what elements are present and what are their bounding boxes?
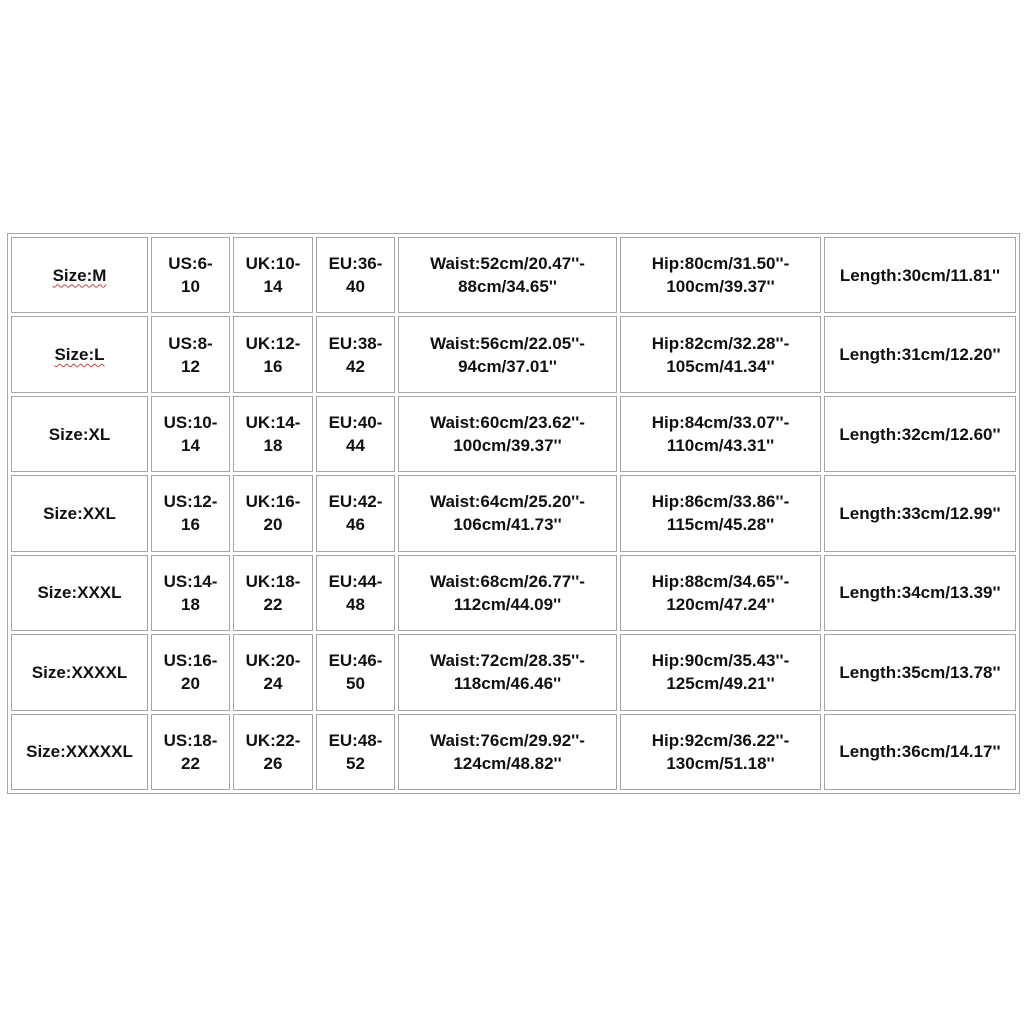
waist-line: 88cm/34.65'' — [458, 277, 557, 297]
waist-cell — [398, 396, 617, 472]
waist-line: Waist:68cm/26.77''- — [430, 571, 585, 591]
eu-size-cell — [316, 555, 395, 631]
size-row — [11, 237, 1016, 313]
hip-line: Hip:80cm/31.50''- — [651, 254, 790, 274]
size-row — [11, 396, 1016, 472]
us-size-cell — [151, 475, 230, 551]
hip-line: Hip:84cm/33.07''- — [651, 413, 790, 433]
length-cell — [824, 316, 1016, 392]
uk-size-cell — [233, 475, 313, 551]
size-cell — [11, 634, 148, 710]
uk-size-line: UK:22- — [245, 730, 301, 750]
size-cell — [11, 316, 148, 392]
length-value: Length:30cm/11.81'' — [839, 265, 1001, 285]
us-size-line: 22 — [181, 753, 200, 773]
uk-size-line: 26 — [263, 753, 283, 773]
waist-cell — [398, 555, 617, 631]
eu-size-line: 46 — [346, 515, 365, 535]
us-size-line: 20 — [181, 674, 200, 694]
waist-cell — [398, 634, 617, 710]
waist-line: 118cm/46.46'' — [453, 674, 562, 694]
eu-size-cell — [316, 714, 395, 790]
hip-line: Hip:92cm/36.22''- — [651, 730, 790, 750]
waist-cell — [398, 237, 617, 313]
length-value: Length:34cm/13.39'' — [839, 583, 1001, 603]
size-row — [11, 714, 1016, 790]
length-cell — [824, 555, 1016, 631]
uk-size-line: 16 — [263, 356, 283, 376]
uk-size-line: 18 — [263, 436, 283, 456]
us-size-line: 10 — [181, 277, 200, 297]
uk-size-cell — [233, 714, 313, 790]
uk-size-line: UK:14- — [245, 413, 301, 433]
hip-cell — [620, 634, 821, 710]
us-size-line: 12 — [181, 356, 200, 376]
hip-cell — [620, 237, 821, 313]
hip-cell — [620, 714, 821, 790]
eu-size-line: EU:36- — [328, 254, 383, 274]
waist-line: Waist:64cm/25.20''- — [430, 492, 585, 512]
waist-line: Waist:72cm/28.35''- — [430, 651, 585, 671]
us-size-line: US:18- — [163, 730, 218, 750]
length-cell — [824, 396, 1016, 472]
us-size-line: US:14- — [163, 571, 218, 591]
waist-cell — [398, 316, 617, 392]
hip-line: 100cm/39.37'' — [666, 277, 775, 297]
uk-size-cell — [233, 237, 313, 313]
uk-size-line: UK:12- — [245, 333, 301, 353]
size-label: Size:XXXXL — [31, 662, 128, 682]
us-size-cell — [151, 714, 230, 790]
us-size-line: US:12- — [163, 492, 218, 512]
eu-size-line: 42 — [346, 356, 365, 376]
length-cell — [824, 237, 1016, 313]
length-value: Length:33cm/12.99'' — [839, 503, 1001, 523]
size-label: Size:XXXXXL — [26, 742, 133, 762]
eu-size-line: 50 — [346, 674, 365, 694]
waist-line: Waist:76cm/29.92''- — [430, 730, 585, 750]
uk-size-line: UK:18- — [245, 571, 301, 591]
uk-size-cell — [233, 634, 313, 710]
size-label: Size:L — [54, 345, 105, 365]
hip-cell — [620, 555, 821, 631]
length-cell — [824, 634, 1016, 710]
us-size-line: US:16- — [163, 651, 218, 671]
eu-size-line: 40 — [346, 277, 365, 297]
hip-cell — [620, 396, 821, 472]
size-label: Size:XXL — [43, 503, 116, 523]
size-cell — [11, 555, 148, 631]
size-cell — [11, 396, 148, 472]
waist-cell — [398, 475, 617, 551]
size-label: Size:XXXL — [37, 583, 122, 603]
eu-size-cell — [316, 634, 395, 710]
eu-size-line: EU:48- — [328, 730, 383, 750]
waist-line: 100cm/39.37'' — [453, 436, 562, 456]
hip-line: Hip:88cm/34.65''- — [651, 571, 790, 591]
eu-size-line: EU:44- — [328, 571, 383, 591]
hip-line: 115cm/45.28'' — [666, 515, 775, 535]
uk-size-line: UK:10- — [245, 254, 301, 274]
length-value: Length:32cm/12.60'' — [839, 424, 1001, 444]
hip-line: Hip:90cm/35.43''- — [651, 651, 790, 671]
length-value: Length:31cm/12.20'' — [839, 345, 1001, 365]
hip-cell — [620, 316, 821, 392]
uk-size-cell — [233, 396, 313, 472]
uk-size-line: 22 — [263, 594, 283, 614]
hip-line: 105cm/41.34'' — [666, 356, 775, 376]
us-size-cell — [151, 316, 230, 392]
size-cell — [11, 237, 148, 313]
eu-size-line: EU:40- — [328, 413, 383, 433]
eu-size-line: 52 — [346, 753, 365, 773]
waist-line: Waist:52cm/20.47''- — [430, 254, 585, 274]
us-size-cell — [151, 555, 230, 631]
size-label: Size:XL — [48, 424, 111, 444]
size-row — [11, 634, 1016, 710]
size-chart-table — [7, 233, 1020, 794]
hip-line: Hip:82cm/32.28''- — [651, 333, 790, 353]
eu-size-line: 48 — [346, 594, 365, 614]
uk-size-line: 20 — [263, 515, 283, 535]
uk-size-cell — [233, 316, 313, 392]
hip-line: 110cm/43.31'' — [666, 436, 775, 456]
us-size-line: US:8- — [168, 333, 213, 353]
length-value: Length:36cm/14.17'' — [839, 742, 1001, 762]
hip-line: Hip:86cm/33.86''- — [651, 492, 790, 512]
us-size-line: 14 — [181, 436, 200, 456]
us-size-line: US:6- — [168, 254, 213, 274]
size-row — [11, 475, 1016, 551]
waist-line: 94cm/37.01'' — [458, 356, 557, 376]
us-size-line: 16 — [181, 515, 200, 535]
eu-size-line: EU:38- — [328, 333, 383, 353]
us-size-cell — [151, 634, 230, 710]
us-size-cell — [151, 396, 230, 472]
uk-size-cell — [233, 555, 313, 631]
length-cell — [824, 475, 1016, 551]
size-row — [11, 316, 1016, 392]
size-row — [11, 555, 1016, 631]
waist-cell — [398, 714, 617, 790]
us-size-cell — [151, 237, 230, 313]
hip-line: 125cm/49.21'' — [666, 674, 775, 694]
uk-size-line: UK:16- — [245, 492, 301, 512]
eu-size-cell — [316, 396, 395, 472]
hip-line: 120cm/47.24'' — [666, 594, 775, 614]
us-size-line: 18 — [181, 594, 200, 614]
eu-size-cell — [316, 316, 395, 392]
hip-cell — [620, 475, 821, 551]
uk-size-line: 24 — [263, 674, 283, 694]
size-label: Size:M — [52, 265, 107, 285]
waist-line: Waist:60cm/23.62''- — [430, 413, 585, 433]
hip-line: 130cm/51.18'' — [666, 753, 775, 773]
waist-line: Waist:56cm/22.05''- — [430, 333, 585, 353]
eu-size-cell — [316, 475, 395, 551]
size-cell — [11, 714, 148, 790]
eu-size-line: EU:42- — [328, 492, 383, 512]
size-cell — [11, 475, 148, 551]
eu-size-cell — [316, 237, 395, 313]
us-size-line: US:10- — [163, 413, 218, 433]
eu-size-line: 44 — [346, 436, 365, 456]
waist-line: 112cm/44.09'' — [453, 594, 562, 614]
waist-line: 106cm/41.73'' — [453, 515, 562, 535]
waist-line: 124cm/48.82'' — [453, 753, 562, 773]
eu-size-line: EU:46- — [328, 651, 383, 671]
length-cell — [824, 714, 1016, 790]
uk-size-line: 14 — [263, 277, 283, 297]
uk-size-line: UK:20- — [245, 651, 301, 671]
length-value: Length:35cm/13.78'' — [839, 662, 1001, 682]
